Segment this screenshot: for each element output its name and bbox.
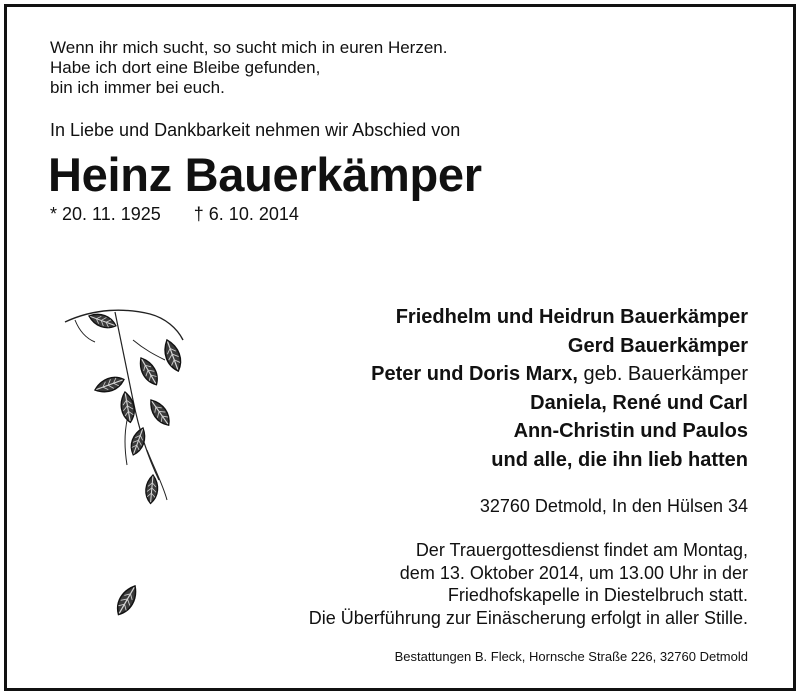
mourner-name: Ann-Christin und Paulos [513, 420, 748, 442]
mourner-line [371, 360, 748, 389]
service-line: Der Trauergottesdienst findet am Montag, [415, 540, 748, 560]
service-line: Friedhofskapelle in Diestelbruch statt. [447, 585, 748, 605]
mourner-name: Daniela, René und Carl [530, 391, 748, 414]
service-info [309, 539, 748, 629]
deceased-name: Heinz Bauerkämper [48, 148, 482, 201]
family-address: 32760 Detmold, In den Hülsen 34 [479, 496, 748, 516]
birth-date: * 20. 11. 1925 [50, 204, 161, 224]
memorial-verse [50, 38, 447, 98]
verse-line: bin ich immer bei euch. [50, 78, 225, 97]
service-line: dem 13. Oktober 2014, um 13.00 Uhr in der [399, 562, 748, 583]
verse-line: Wenn ihr mich sucht, so sucht mich in euren Herzen. [50, 38, 448, 57]
life-dates [50, 203, 299, 225]
mourner-line [371, 303, 748, 332]
mourner-name: Peter und Doris Marx, [371, 363, 578, 385]
mourners-list [371, 303, 748, 474]
farewell-intro: In Liebe und Dankbarkeit nehmen wir Abschied von [50, 120, 461, 140]
service-line: Die Überführung zur Einäscherung erfolgt in aller Stille. [308, 607, 748, 628]
death-date: † 6. 10. 2014 [193, 204, 299, 224]
mourner-line [371, 332, 748, 361]
mourner-line [371, 446, 748, 475]
verse-line: Habe ich dort eine Bleibe gefunden, [50, 58, 321, 77]
mourner-line [371, 389, 748, 418]
mourner-note: geb. Bauerkämper [577, 363, 748, 385]
mourner-name: Gerd Bauerkämper [567, 334, 748, 357]
birch-leaves-icon [55, 300, 205, 620]
mourner-line [371, 417, 748, 446]
mourner-name: und alle, die ihn lieb hatten [491, 448, 748, 471]
undertaker-info: Bestattungen B. Fleck, Hornsche Straße 226, 32760 Detmold [394, 649, 748, 664]
mourner-name: Friedhelm und Heidrun Bauerkämper [395, 306, 748, 328]
